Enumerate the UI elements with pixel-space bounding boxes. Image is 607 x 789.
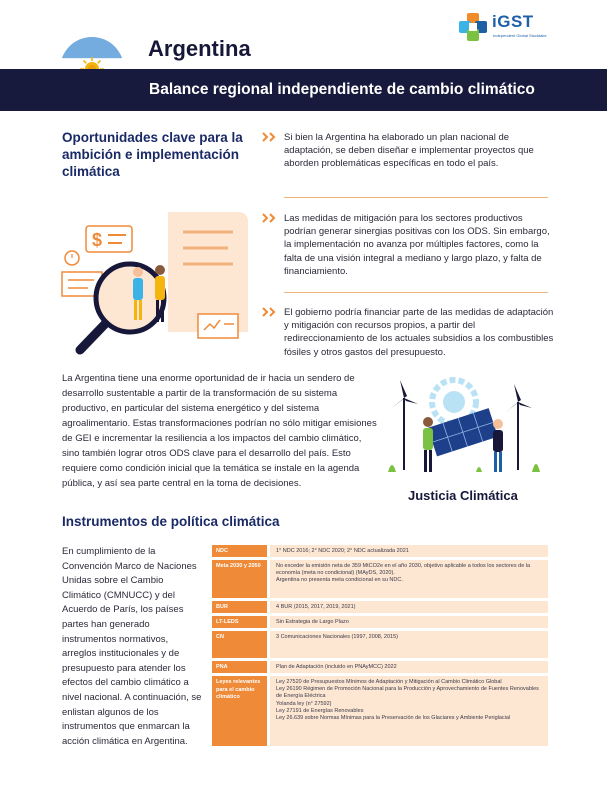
logo-subtitle: Independent Global Stocktake xyxy=(493,33,547,38)
table-row-key: Meta 2030 y 2050 xyxy=(212,560,267,598)
table-row-value: Plan de Adaptación (incluido en PNAyMCC) 2022 xyxy=(270,661,548,673)
opportunity-text-3: El gobierno podría financiar parte de las medidas de adaptación y mitigación con recursos propios, a partir del redireccionamiento de los actuales subsidios a los combustibles fósiles y otros gastos del presupuesto. xyxy=(284,307,554,358)
svg-text:$: $ xyxy=(92,230,103,250)
table-row-key: NDC xyxy=(212,545,267,557)
opportunities-title: Oportunidades clave para la ambición e implementación climática xyxy=(62,130,243,179)
banner-subtitle: Balance regional independiente de cambio climático xyxy=(149,81,535,98)
illustration-caption: Justicia Climática xyxy=(408,488,518,503)
page-title: Argentina xyxy=(148,36,251,61)
igst-logo xyxy=(458,12,568,42)
table-row-key: BUR xyxy=(212,601,267,613)
table-row-key: CN xyxy=(212,631,267,658)
table-row xyxy=(212,631,548,658)
opportunity-text-1: Si bien la Argentina ha elaborado un plan nacional de adaptación, se deben diseñar e implementar proyectos que aborden problemáticas específicas en todo el país. xyxy=(284,132,534,170)
table-row-key: PNA xyxy=(212,661,267,673)
divider xyxy=(284,292,548,293)
table-row-value: Sin Estrategia de Largo Plazo xyxy=(270,616,548,628)
instruments-title: Instrumentos de política climática xyxy=(62,514,280,529)
chevron-right-icon xyxy=(262,132,278,142)
table-row-key: LT-LEDS xyxy=(212,616,267,628)
table-row xyxy=(212,676,548,746)
table-row xyxy=(212,545,548,557)
divider xyxy=(284,197,548,198)
table-row-value: 1° NDC 2016; 2° NDC 2020; 2° NDC actualizada 2021 xyxy=(270,545,548,557)
logo-text: iGST xyxy=(492,12,534,31)
table-row-value: No exceder la emisión neta de 359 MtCO2e en el año 2030, objetivo aplicable a todos los sectores de la economía (meta no condicional) (MAyDS, 2020). Argentina no presenta meta condicional en su NDC. xyxy=(270,560,548,598)
body-paragraph: La Argentina tiene una enorme oportunidad de ir hacia un sendero de desarrollo sustentable a partir de la transformación de su sistema productivo, en particular del sistema energético y del sistema agroalimentario. Estas transformaciones podrían no sólo mitigar emisiones de GEI e incrementar la resiliencia a los impactos del cambio climático, sino también lograr otros ODS clave para el desarrollo del país. Esto requiere como condición inicial que la temática se instale en la agenda pública, y así sea parte central en la toma de decisiones. xyxy=(62,373,377,489)
table-row xyxy=(212,601,548,613)
climate-justice-illustration xyxy=(380,374,548,480)
table-row xyxy=(212,560,548,598)
instruments-intro: En cumplimiento de la Convención Marco de Naciones Unidas sobre el Cambio Climático (CMNUCC) y del Acuerdo de París, los países partes han generado instrumentos normativos, arreglos institucionales y de presupuesto para atender los efectos del cambio climático a nivel nacional. A continuación, se enlistan algunos de los instrumentos que enmarcan la acción climática en Argentina. xyxy=(62,546,202,747)
title-banner xyxy=(0,69,607,111)
opportunity-text-2: Las medidas de mitigación para los sectores productivos podrían generar sinergias positivas con los ODS. Sin embargo, la implementación no avanza por múltiples factores, como la falta de una visión integral a mediano y largo plazo, y falta de financiamiento. xyxy=(284,213,550,277)
table-row-value: 4 BUR (2015, 2017, 2019, 2021) xyxy=(270,601,548,613)
table-row-value: Ley 27520 de Presupuestos Mínimos de Adaptación y Mitigación al Cambio Climático Global Ley 26190 Régimen de Promoción Nacional para la Producción y Aprovechamiento de Fuentes Renovables de Energía Eléctrica Yolanda ley (n° 27592) Ley 27191 de Energías Renovables Ley 26.639 sobre Normas Mínimas para la Preservación de los Glaciares y Ambiente Periglacial xyxy=(270,676,548,746)
finance-analysis-illustration xyxy=(58,208,258,356)
chevron-right-icon xyxy=(262,307,278,317)
chevron-right-icon xyxy=(262,213,278,223)
table-row xyxy=(212,616,548,628)
igst-logo-icon xyxy=(458,12,488,42)
table-row-key: Leyes relevantes para el cambio climático xyxy=(212,676,267,746)
table-row xyxy=(212,661,548,673)
table-row-value: 3 Comunicaciones Nacionales (1997, 2008, 2015) xyxy=(270,631,548,658)
